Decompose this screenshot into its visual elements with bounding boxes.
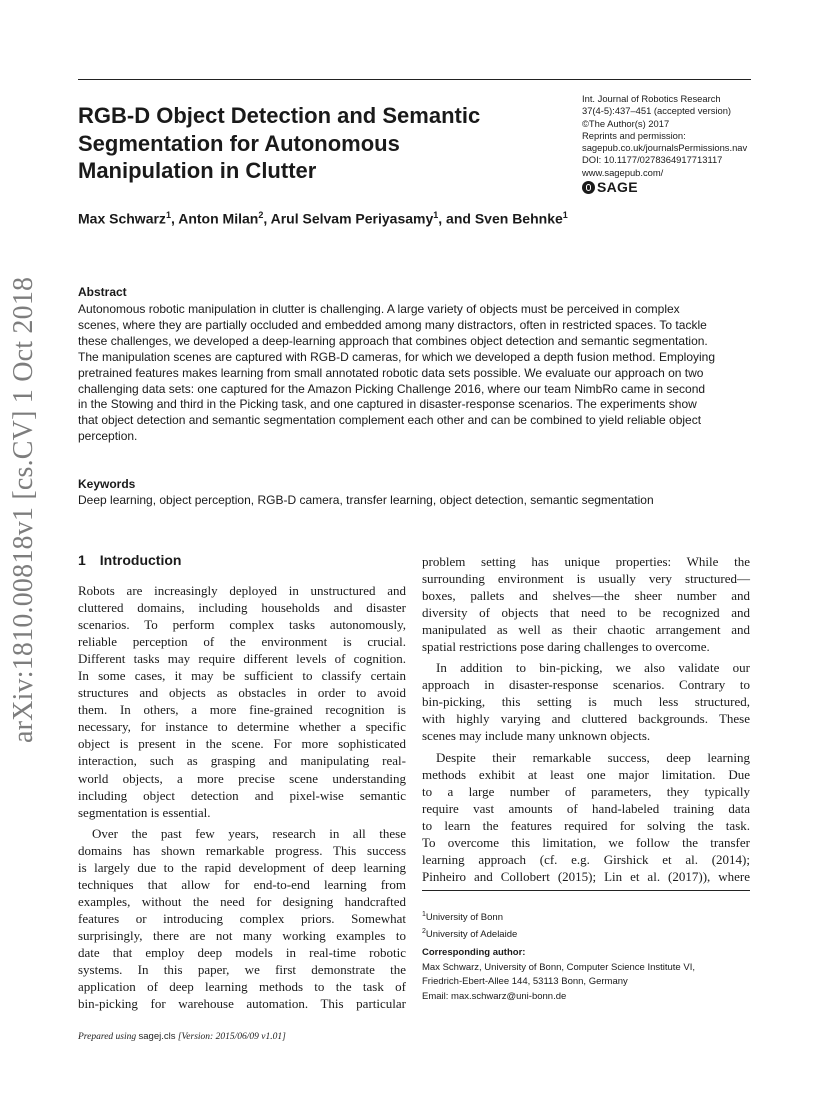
author-list <box>78 210 568 227</box>
top-rule <box>78 79 751 80</box>
journal-line: ©The Author(s) 2017 <box>582 117 670 129</box>
body-text-line: to a large number of parameters, they typically <box>422 783 750 799</box>
body-text-line: diversity of objects that need to be recognized and <box>422 605 750 621</box>
abstract-line: these challenges, we developed a deep-learning approach that combines object detection and semantic segmentation. <box>78 333 708 348</box>
left-column <box>78 582 406 1012</box>
author-affiliation-mark: 2 <box>258 210 264 220</box>
corresponding-line: Friedrich-Ebert-Allee 144, 53113 Bonn, Germany <box>422 975 628 987</box>
corresponding-line: Max Schwarz, University of Bonn, Computer Science Institute VI, <box>422 962 695 973</box>
affiliations <box>422 908 517 941</box>
journal-line: www.sagepub.com/ <box>582 166 664 178</box>
body-text-line: systems. In this paper, we first demonstrate the <box>78 962 406 978</box>
abstract-heading: Abstract <box>78 285 127 299</box>
paper-title <box>78 102 548 185</box>
abstract-line: in the Stowing and third in the Picking task, and one captured in disaster-response scenarios. The experiments show <box>78 397 697 412</box>
body-text-line: bin-picking for warehouse automation. This particular <box>78 996 406 1012</box>
sage-logo-icon <box>582 181 595 194</box>
body-text-line: bin-picking, this setting is much less structured, <box>422 694 750 710</box>
body-text-line: application of deep learning methods to the task of <box>78 979 406 995</box>
affiliation-number: 1 <box>422 911 426 918</box>
body-text-line: segmentation is essential. <box>78 804 211 820</box>
body-text-line: is largely due to the rapid development of deep learning <box>78 859 406 875</box>
body-text-line: features or introducing complex priors. Somewhat <box>78 910 406 926</box>
corresponding-email: Email: max.schwarz@uni-bonn.de <box>422 991 567 1002</box>
body-text-line: surprisingly, there are not many working examples to <box>78 927 406 943</box>
title-line: Segmentation for Autonomous <box>78 130 400 156</box>
body-text-line: interaction, such as grasping and manipulating real- <box>78 753 406 769</box>
keywords-text: Deep learning, object perception, RGB-D camera, transfer learning, object detection, semantic segmentation <box>78 493 654 507</box>
section-heading <box>78 552 181 568</box>
author-name: Max Schwarz <box>78 210 166 227</box>
author-separator: , <box>170 210 179 227</box>
publisher-logo <box>582 179 638 195</box>
abstract-line: perception. <box>78 429 138 444</box>
body-text-line: necessary, for instance to determine whether a specific <box>78 719 406 735</box>
body-text-line: Despite their remarkable success, deep learning <box>436 749 750 765</box>
author-name: Anton Milan <box>178 210 259 227</box>
journal-line: DOI: 10.1177/0278364917713117 <box>582 154 723 166</box>
journal-line: Reprints and permission: <box>582 129 686 141</box>
abstract-line: The manipulation scenes are captured with RGB-D cameras, for which we developed a depth fusion method. Employing <box>78 349 716 364</box>
prepared-using-footer <box>78 1031 286 1042</box>
arxiv-stamp: arXiv:1810.00818v1 [cs.CV] 1 Oct 2018 <box>8 276 39 743</box>
body-text-line: with highly varying and cluttered backgrounds. These <box>422 711 750 727</box>
journal-line: 37(4-5):437–451 (accepted version) <box>582 105 732 117</box>
corresponding-address <box>422 961 695 988</box>
body-text-line: world objects, a more precise scene understanding <box>78 770 406 786</box>
title-line: RGB-D Object Detection and Semantic <box>78 103 481 128</box>
body-text-line: learning approach (cf. e.g. Girshick et al. (2014); <box>422 851 750 867</box>
body-text-line: examples, without the need for designing handcrafted <box>78 893 406 909</box>
body-text-line: scenarios. To perform complex tasks autonomously, <box>78 617 406 633</box>
abstract-line: scenes, where they are partially occluded and embedded among many distractors, often in restricted spaces. To tackle <box>78 317 707 332</box>
body-text-line: spatial restrictions pose daring challenges to overcome. <box>422 639 710 655</box>
body-text-line: including object detection and pixel-wise semantic <box>78 787 406 803</box>
footnote-rule <box>422 890 750 891</box>
author-affiliation-mark: 1 <box>433 210 439 220</box>
body-text-line: date that employ deep models in real-time robotic <box>78 944 406 960</box>
author-affiliation-mark: 1 <box>562 210 568 220</box>
keywords-heading: Keywords <box>78 477 136 491</box>
body-text-line: To overcome this limitation, we follow the transfer <box>422 834 750 850</box>
body-text-line: scenes may include many unknown objects. <box>422 728 651 744</box>
abstract-line: that object detection and semantic segmentation complement each other and can be combined to yield reliable object <box>78 413 702 428</box>
right-column <box>422 553 750 885</box>
affiliation-item <box>422 925 517 942</box>
section-number: 1 <box>78 552 86 568</box>
title-line: Manipulation in Clutter <box>78 158 317 183</box>
author-separator: , <box>263 210 271 227</box>
abstract-line: Autonomous robotic manipulation in clutter is challenging. A large variety of objects must be perceived in complex <box>78 302 680 316</box>
body-text-line: problem setting has unique properties: While the <box>422 554 750 569</box>
journal-line: Int. Journal of Robotics Research <box>582 93 721 104</box>
author-name: Sven Behnke <box>474 210 563 227</box>
affiliation-item <box>422 908 517 925</box>
journal-info <box>582 93 782 179</box>
body-text-line: In some cases, it may be sufficient to classify certain <box>78 668 406 684</box>
affiliation-text: University of Adelaide <box>425 928 518 940</box>
author-name: Arul Selvam Periyasamy <box>270 210 434 227</box>
body-text-line: them. In others, a more fine-grained recognition is <box>78 702 406 718</box>
body-text-line: approach in disaster-response scenarios. Contrary to <box>422 677 750 693</box>
body-text-line: require vast amounts of hand-labeled training data <box>422 800 750 816</box>
body-text-line: In addition to bin-picking, we also validate our <box>436 660 750 676</box>
body-text-line: Different tasks may require different levels of cognition. <box>78 651 406 667</box>
publisher-logo-text: SAGE <box>597 179 638 195</box>
prepared-suffix: [Version: 2015/06/09 v1.01] <box>175 1032 286 1042</box>
body-text-line: Robots are increasingly deployed in unstructured and <box>78 583 406 598</box>
author-separator: , and <box>438 210 475 227</box>
section-title: Introduction <box>99 552 182 568</box>
body-text-line: object is present in the scene. For more sophisticated <box>78 736 406 752</box>
body-text-line: to learn the features required for solving the task. <box>422 817 750 833</box>
affiliation-number: 2 <box>422 927 426 935</box>
journal-line: sagepub.co.uk/journalsPermissions.nav <box>582 142 748 154</box>
corresponding-heading: Corresponding author: <box>422 947 526 958</box>
body-text-line: surrounding environment is usually very structured— <box>422 571 750 587</box>
abstract-body <box>78 302 752 445</box>
body-text-line: Pinheiro and Collobert (2015); Lin et al. (2017)), where <box>422 868 750 884</box>
body-text-line: reliable perception of the environment is crucial. <box>78 634 406 650</box>
body-text-line: manipulated as well as their chaotic arrangement and <box>422 622 750 638</box>
body-text-line: methods exhibit at least one major limitation. Due <box>422 766 750 782</box>
body-text-line: boxes, pallets and shelves—the sheer number and <box>422 588 750 604</box>
prepared-cls: sagej.cls <box>138 1031 176 1042</box>
body-text-line: cluttered domains, including households and disaster <box>78 600 406 616</box>
prepared-prefix: Prepared using <box>78 1032 139 1042</box>
body-text-line: Over the past few years, research in all these <box>92 825 406 841</box>
abstract-line: challenging data sets: one captured for the Amazon Picking Challenge 2016, where our team NimbRo came in second <box>78 381 706 396</box>
author-affiliation-mark: 1 <box>165 210 171 220</box>
body-text-line: structures and objects as obstacles in order to avoid <box>78 685 406 701</box>
body-text-line: domains has shown remarkable progress. This success <box>78 842 406 858</box>
affiliation-text: University of Bonn <box>425 912 503 924</box>
body-text-line: techniques that allow for end-to-end learning from <box>78 876 406 892</box>
abstract-line: pretrained features makes learning from small annotated robotic data sets possible. We evaluate our approach on two <box>78 365 704 380</box>
